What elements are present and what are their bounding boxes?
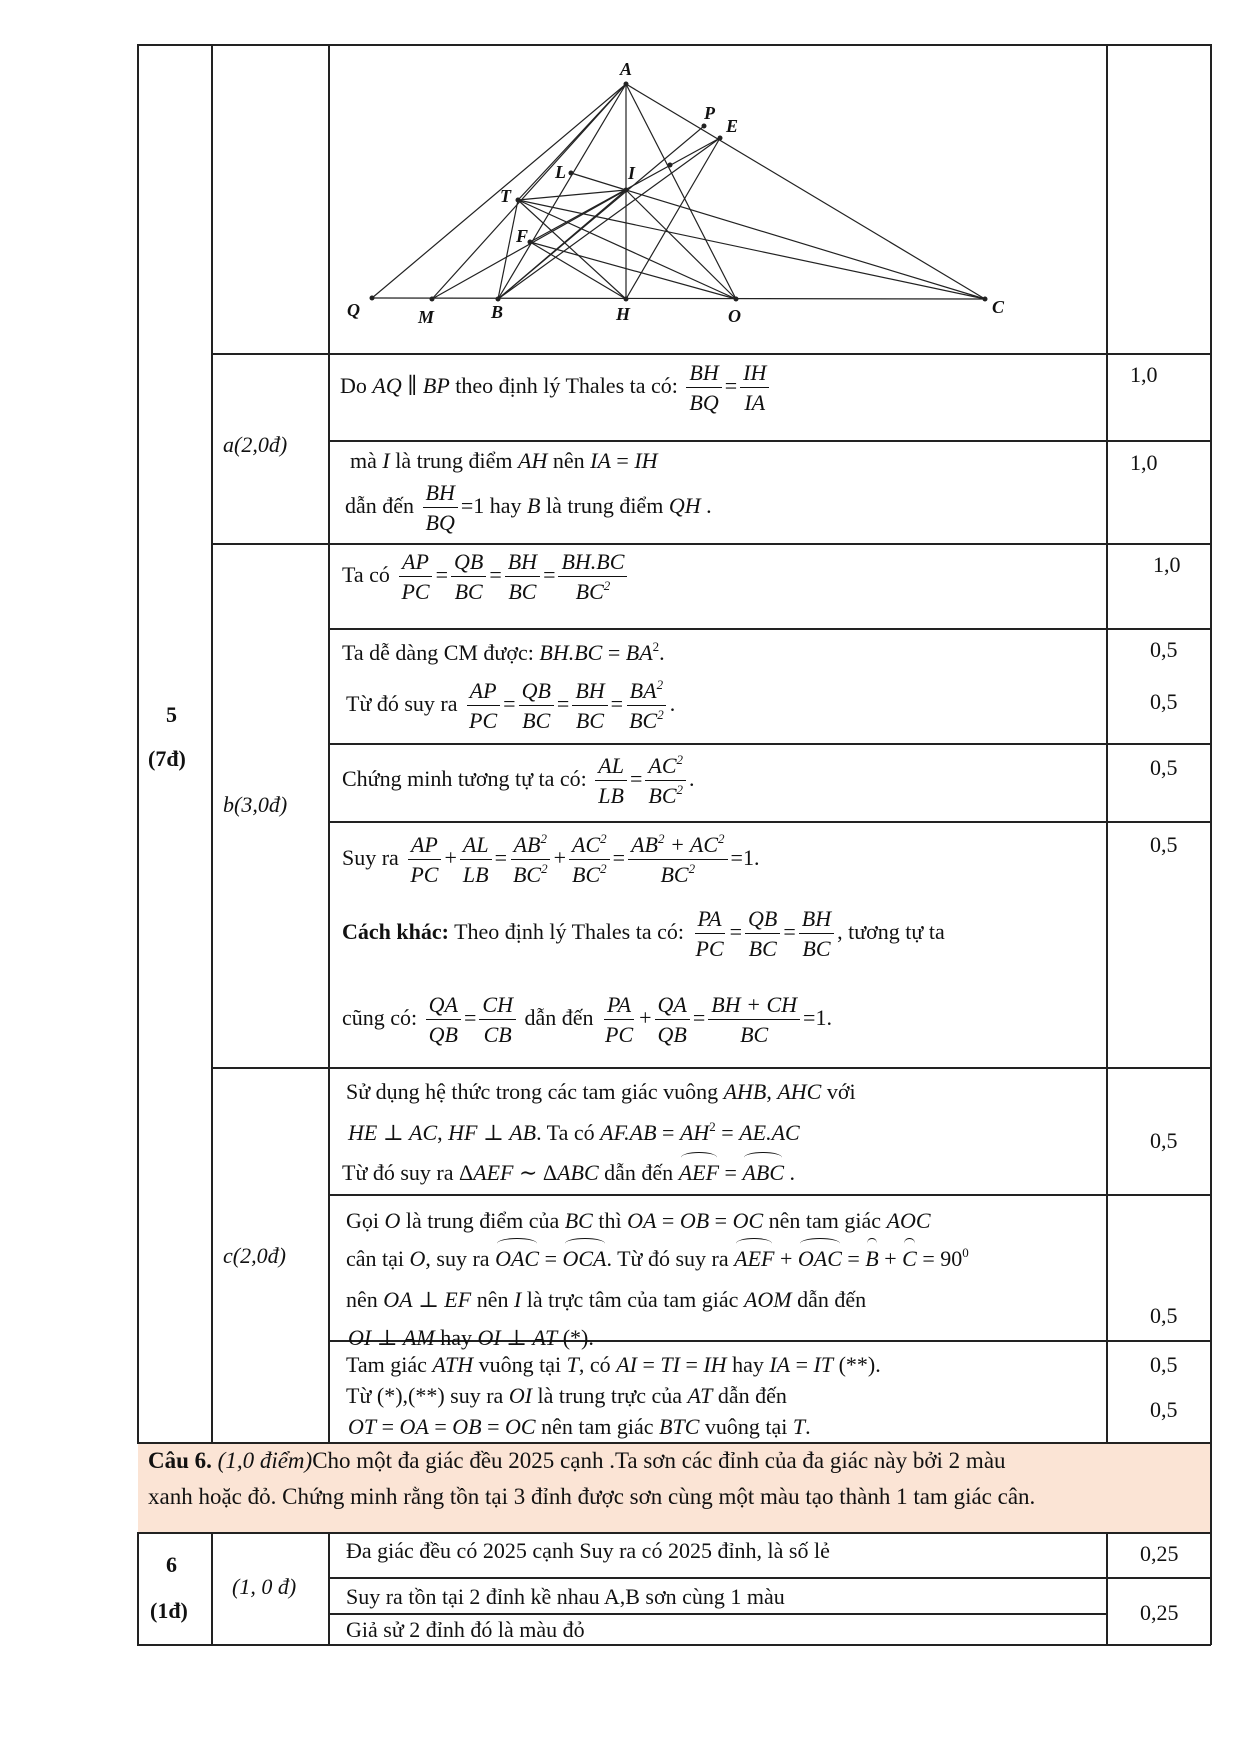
q6-points: (1đ) <box>150 1598 188 1623</box>
q6-score-1: 0,25 <box>1140 1541 1179 1566</box>
part-a-label: a(2,0đ) <box>223 432 288 457</box>
point-label-A: A <box>620 59 633 79</box>
part-c-line-6: nên OA ⊥ EF nên I là trực tâm của tam giác AOM dẫn đến <box>346 1287 867 1312</box>
q6-score-2: 0,25 <box>1140 1600 1179 1625</box>
table-border <box>211 543 1211 545</box>
part-c-line-9: Từ (*),(**) suy ra OI là trung trực của AT dẫn đến <box>346 1383 787 1408</box>
part-a-line-2: mà I là trung điểm AH nên IA = IH <box>350 448 658 473</box>
table-border <box>1210 44 1212 1645</box>
q6-row-2: Suy ra tồn tại 2 đỉnh kề nhau A,B sơn cùng 1 màu <box>346 1584 785 1609</box>
point-label-P: P <box>704 103 715 123</box>
table-border <box>137 1532 139 1645</box>
table-border <box>211 1532 213 1645</box>
q6-row-3: Giả sử 2 đỉnh đó là màu đỏ <box>346 1617 585 1642</box>
q6-header-line-1: Câu 6. (1,0 điểm)Cho một đa giác đều 2025 cạnh .Ta sơn các đỉnh của đa giác này bởi 2 màu <box>148 1448 1006 1473</box>
table-border <box>328 821 1211 823</box>
table-border <box>328 440 1211 442</box>
point-label-O: O <box>728 306 741 326</box>
part-c-line-8: Tam giác ATH vuông tại T, có AI = TI = IH hay IA = IT (**). <box>346 1352 881 1377</box>
part-c-line-10: OT = OA = OB = OC nên tam giác BTC vuông tại T. <box>348 1414 811 1439</box>
q6-row-1: Đa giác đều có 2025 cạnh Suy ra có 2025 đỉnh, là số lẻ <box>346 1538 830 1563</box>
point-label-E: E <box>726 116 739 136</box>
part-b-line-7: cũng có: $\frac{QA}{QB}$ = $\frac{CH}{CB}$ dẫn đến $\frac{PA}{PC}$ + $\frac{QA}{QB}$ = $\frac{BH + CH}{BC}$ =1. <box>342 992 832 1048</box>
table-border <box>137 1442 1211 1444</box>
part-b-line-1: Ta có $\frac{AP}{PC}$ = $\frac{QB}{BC}$ = $\frac{BH}{BC}$ = $\frac{BH.BC}{BC^2}$ <box>342 549 630 605</box>
part-b-score-5: 0,5 <box>1150 832 1178 857</box>
part-c-score-4: 0,5 <box>1150 1397 1178 1422</box>
part-c-line-3: Từ đó suy ra ΔAEF ∼ ΔABC dẫn đến AEF = ABC . <box>342 1160 795 1185</box>
part-c-score-2: 0,5 <box>1150 1303 1178 1328</box>
table-border <box>137 44 1211 46</box>
point-label-B: B <box>491 302 504 322</box>
table-border <box>137 1532 1211 1534</box>
table-border <box>1106 1532 1108 1645</box>
part-a-line-1: Do AQ ∥ BP theo định lý Thales ta có: $\frac{BH}{BQ}$ = $\frac{IH}{IA}$ <box>340 360 772 416</box>
part-b-line-3: Từ đó suy ra $\frac{AP}{PC}$ = $\frac{QB}{BC}$ = $\frac{BH}{BC}$ = $\frac{BA^2}{BC^2}$ . <box>346 677 676 734</box>
part-a-score-1: 1,0 <box>1130 362 1158 387</box>
part-c-line-5: cân tại O, suy ra OAC = OCA. Từ đó suy ra AEF + OAC = $B + C = 90^0$ <box>346 1245 969 1271</box>
q6-header-line-2: xanh hoặc đỏ. Chứng minh rằng tồn tại 3 đỉnh được sơn cùng một màu tạo thành 1 tam giác cân. <box>148 1484 1036 1509</box>
part-c-score-1: 0,5 <box>1150 1128 1178 1153</box>
table-border <box>328 1613 1106 1615</box>
part-c-line-1: Sử dụng hệ thức trong các tam giác vuông AHB, AHC với <box>346 1079 856 1104</box>
point-label-L: L <box>555 162 566 182</box>
table-border <box>137 44 139 1442</box>
q5-number: 5 <box>166 702 177 727</box>
part-c-line-4: Gọi O là trung điểm của BC thì OA = OB = OC nên tam giác AOC <box>346 1208 931 1233</box>
part-b-score-4: 0,5 <box>1150 755 1178 780</box>
table-border <box>211 1067 1211 1069</box>
part-b-line-5: Suy ra $\frac{AP}{PC}$ + $\frac{AL}{LB}$ = $\frac{AB^2}{BC^2}$ + $\frac{AC^2}{BC^2}$ = $\frac{AB^2 + AC^2}{BC^2}$ =1. <box>342 831 760 888</box>
point-label-F: F <box>516 226 529 246</box>
part-b-label: b(3,0đ) <box>223 792 288 817</box>
part-a-score-2: 1,0 <box>1130 450 1158 475</box>
point-label-I: I <box>628 163 636 183</box>
part-b-line-2: Ta dễ dàng CM được: $BH.BC = BA^2$. <box>342 639 665 665</box>
table-border <box>328 1532 330 1645</box>
table-border <box>211 353 1211 355</box>
part-c-line-7: OI ⊥ AM hay OI ⊥ AT (*). <box>348 1325 594 1350</box>
table-border <box>328 628 1211 630</box>
q6-part-label: (1, 0 đ) <box>232 1574 297 1599</box>
part-c-line-2: HE ⊥ AC, HF ⊥ AB. Ta có $AF.AB = AH^2 = AE.AC$ <box>348 1119 800 1145</box>
part-c-label: c(2,0đ) <box>223 1243 286 1268</box>
table-border <box>328 743 1211 745</box>
part-b-score-2: 0,5 <box>1150 637 1178 662</box>
table-border <box>211 44 213 1442</box>
point-label-M: M <box>418 307 435 327</box>
table-border <box>328 1194 1211 1196</box>
table-border <box>328 1577 1211 1579</box>
q5-points: (7đ) <box>148 746 186 771</box>
part-b-line-4: Chứng minh tương tự ta có: $\frac{AL}{LB}$ = $\frac{AC^2}{BC^2}$ . <box>342 752 695 809</box>
part-b-score-3: 0,5 <box>1150 689 1178 714</box>
q6-number: 6 <box>166 1552 177 1577</box>
part-c-score-3: 0,5 <box>1150 1352 1178 1377</box>
part-b-line-6: Cách khác: Theo định lý Thales ta có: $\frac{PA}{PC}$ = $\frac{QB}{BC}$ = $\frac{BH}{BC}$ , tương tự ta <box>342 906 945 962</box>
point-label-T: T <box>500 186 511 206</box>
point-label-C: C <box>992 297 1005 317</box>
part-b-score-1: 1,0 <box>1153 552 1181 577</box>
point-label-H: H <box>616 304 631 324</box>
part-a-line-3: dẫn đến $\frac{BH}{BQ}$ =1 hay B là trung điểm QH . <box>345 480 712 536</box>
geometry-figure <box>330 50 1105 350</box>
point-label-Q: Q <box>347 300 360 320</box>
table-border <box>137 1644 1211 1646</box>
